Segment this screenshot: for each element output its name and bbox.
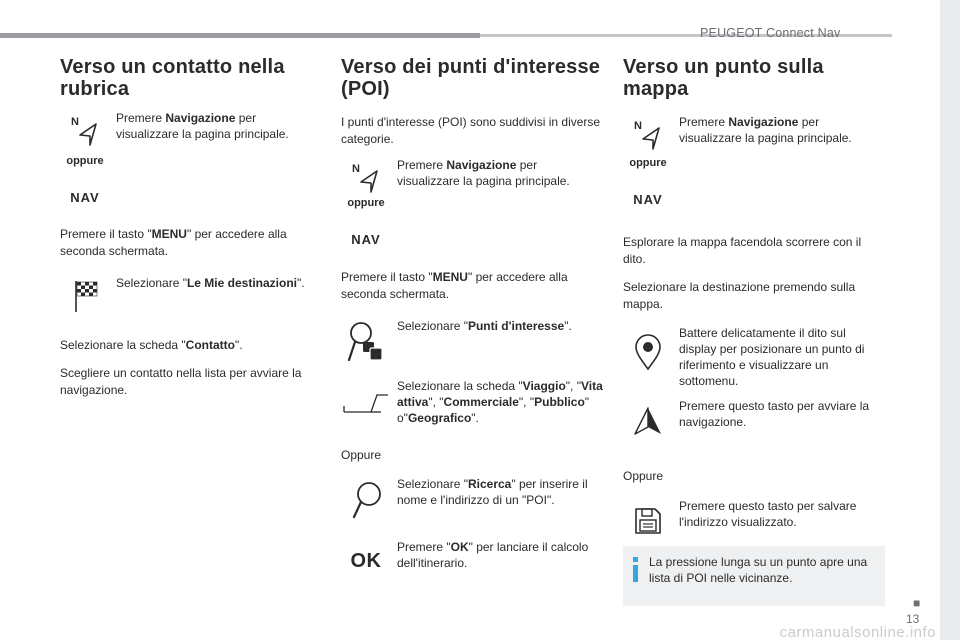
running-header: PEUGEOT Connect Nav [700, 26, 841, 40]
step-navigation [341, 157, 603, 252]
navigation-compass-icon [60, 114, 110, 148]
watermark: carmanualsonline.info [779, 624, 936, 640]
step-navigation [623, 114, 885, 206]
or-label: oppure [347, 197, 385, 209]
header-rule-dark [0, 33, 480, 38]
step-search [341, 476, 603, 536]
step-text: Selezionare la scheda "Viaggio", "Vita attiva", "Commerciale", "Pubblico" o"Geografico". [397, 379, 603, 425]
paragraph-poi-intro: I punti d'interesse (POI) sono suddivisi in diverse categorie. [341, 115, 601, 146]
step-save-address [623, 498, 885, 548]
navigation-arrow-icon [623, 406, 673, 436]
search-icon [341, 480, 391, 520]
step-text: Battere delicatamente il dito sul display per posizionare un punto di riferimento e visualizzare un sottomenu. [679, 326, 865, 388]
ok-button-icon: OK [350, 550, 382, 572]
section-contact [60, 56, 322, 399]
navigation-compass-icon [623, 118, 673, 152]
step-text: Selezionare "Le Mie destinazioni". [116, 276, 305, 290]
paragraph-select-destination: Selezionare la destinazione premendo sulla mappa. [623, 280, 856, 311]
step-place-marker [623, 325, 885, 397]
info-note [623, 546, 885, 606]
or-paragraph: Oppure [623, 469, 664, 483]
side-stripe [940, 0, 960, 640]
or-label: oppure [629, 157, 667, 169]
nav-button-icon: NAV [70, 190, 100, 205]
svg-text:N: N [634, 120, 642, 132]
step-category-tab [341, 378, 603, 445]
paragraph-contact-tab: Selezionare la scheda "Contatto". [60, 338, 243, 352]
poi-search-icon [341, 320, 391, 364]
note-text: La pressione lunga su un punto apre una lista di POI nelle vicinanze. [649, 555, 868, 585]
section-title: Verso un punto sulla mappa [623, 56, 824, 100]
paragraph-menu: Premere il tasto "MENU" per accedere alla seconda schermata. [341, 270, 568, 301]
paragraph-explore-map: Esplorare la mappa facendola scorrere con il dito. [623, 235, 862, 266]
svg-text:N: N [352, 163, 360, 175]
svg-text:N: N [71, 116, 79, 128]
step-ok [341, 539, 603, 579]
section-map-point [623, 56, 885, 548]
nav-button-icon: NAV [351, 232, 381, 247]
paragraph-menu: Premere il tasto "MENU" per accedere alla seconda schermata. [60, 227, 287, 258]
step-my-destinations [60, 275, 322, 325]
step-text: Premere Navigazione per visualizzare la pagina principale. [116, 111, 289, 141]
corner-mark: ■ [913, 596, 921, 610]
paragraph-choose-contact: Scegliere un contatto nella lista per avviare la navigazione. [60, 366, 302, 397]
step-start-navigation [623, 398, 885, 468]
or-label: oppure [66, 155, 104, 167]
step-text: Premere questo tasto per salvare l'indirizzo visualizzato. [679, 499, 857, 529]
navigation-compass-icon [341, 161, 391, 195]
section-poi [341, 56, 603, 579]
step-navigation [60, 110, 322, 210]
step-poi [341, 318, 603, 378]
step-text: Selezionare "Punti d'interesse". [397, 319, 572, 333]
step-text: Premere Navigazione per visualizzare la pagina principale. [679, 115, 852, 145]
section-title: Verso un contatto nella rubrica [60, 56, 285, 100]
section-title: Verso dei punti d'interesse (POI) [341, 56, 601, 100]
or-paragraph: Oppure [341, 448, 382, 462]
step-text: Premere Navigazione per visualizzare la pagina principale. [397, 158, 570, 188]
tab-shape-icon [341, 392, 391, 414]
info-icon [631, 557, 641, 583]
save-floppy-icon [623, 506, 673, 536]
page-number: 13 [906, 612, 920, 626]
nav-button-icon: NAV [633, 192, 663, 207]
map-pin-icon [623, 333, 673, 371]
step-text: Premere "OK" per lanciare il calcolo dell'itinerario. [397, 540, 589, 570]
checkered-flag-icon [60, 279, 110, 313]
step-text: Premere questo tasto per avviare la navigazione. [679, 399, 870, 429]
step-text: Selezionare "Ricerca" per inserire il nome e l'indirizzo di un "POI". [397, 477, 588, 507]
